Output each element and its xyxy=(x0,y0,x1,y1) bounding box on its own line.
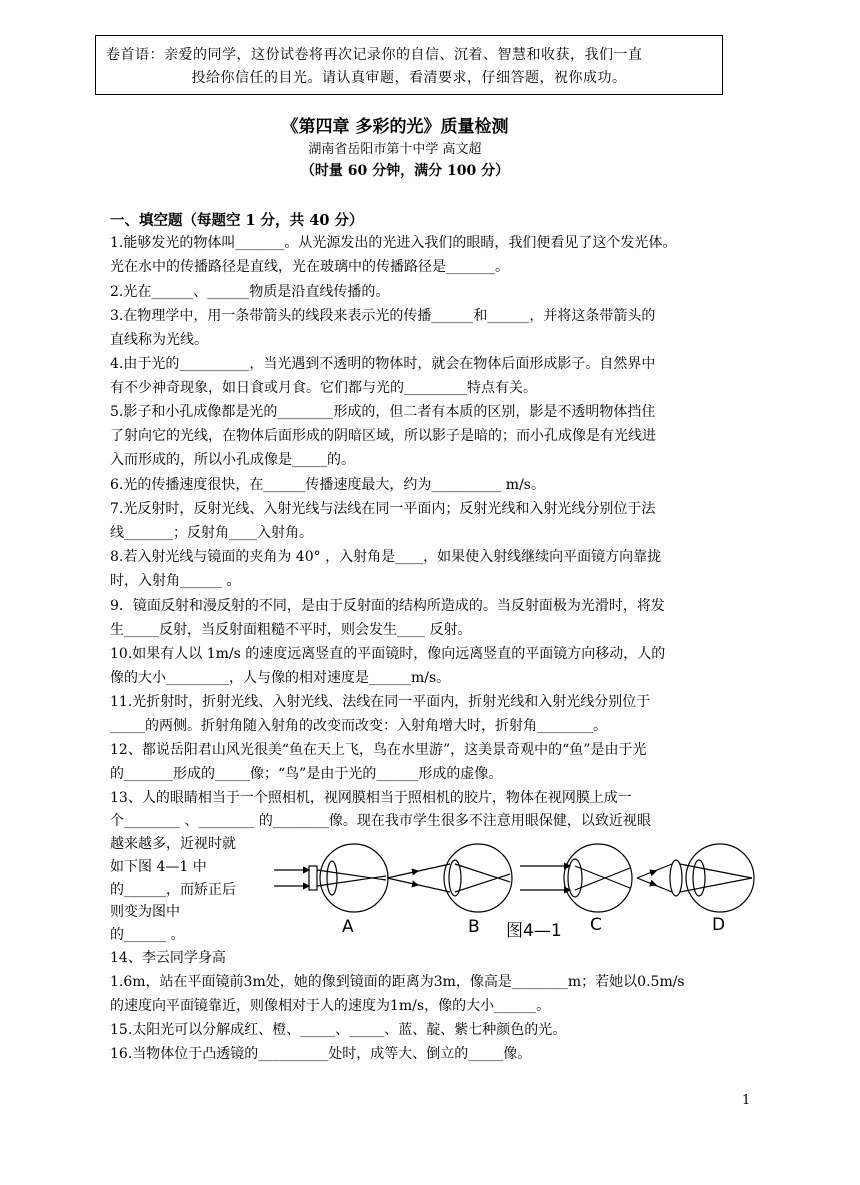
figure-caption: 图4—1 xyxy=(506,921,562,941)
question-line: 1.6m，站在平面镜前3m处，她的像到镜面的距离为3m，像高是________m；若她以0.5m/s xyxy=(110,974,685,990)
question-line: 光在水中的传播路径是直线，光在玻璃中的传播路径是_______。 xyxy=(110,259,509,275)
question-line: 个________ 、________ 的________像。现在我市学生很多不注意用眼保健，以致近视眼 xyxy=(110,813,651,829)
question-line: 越来越多，近视时就 xyxy=(110,836,236,852)
page-title: 《第四章 多彩的光》质量检测 xyxy=(281,117,509,137)
question-line: 5.影子和小孔成像都是光的________形成的，但二者有本质的区别，影是不透明物体挡住 xyxy=(110,404,656,420)
page-number: 1 xyxy=(742,1093,751,1108)
question-line: 12、都说岳阳君山风光很美“鱼在天上飞，鸟在水里游”，这美景奇观中的“鱼”是由于光 xyxy=(110,742,647,758)
question-line: 9．镜面反射和漫反射的不同，是由于反射面的结构所造成的。当反射面极为光滑时，将发 xyxy=(110,598,665,614)
question-line: 6.光的传播速度很快，在______传播速度最大，约为__________ m/s。 xyxy=(110,477,545,493)
question-line: 11.光折射时，折射光线、入射光线、法线在同一平面内，折射光线和入射光线分别位于 xyxy=(110,694,651,710)
figure-label-d: D xyxy=(712,915,726,935)
question-line: 8.若入射光线与镜面的夹角为 40° ，入射角是____，如果使入射线继续向平面镜方向靠拢 xyxy=(110,549,662,565)
preface-box xyxy=(95,35,723,95)
question-line: 2.光在______、______物质是沿直线传播的。 xyxy=(110,284,390,300)
question-line: 如下图 4—1 中 xyxy=(110,859,207,875)
question-line: 的______ 。 xyxy=(110,927,185,943)
figure-label-c: C xyxy=(590,915,602,935)
eye-diagram-figure xyxy=(272,826,762,941)
question-line: 10.如果有人以 1m/s 的速度远离竖直的平面镜时，像向远离竖直的平面镜方向移动，人的 xyxy=(110,646,666,662)
question-line: 入而形成的，所以小孔成像是_____的。 xyxy=(110,452,355,468)
question-line: 了射向它的光线，在物体后面形成的阴暗区域，所以影子是暗的；而小孔成像是有光线进 xyxy=(110,428,656,444)
question-line: 线_______；反射角____入射角。 xyxy=(110,525,313,541)
question-line: 的速度向平面镜靠近，则像相对于人的速度为1m/s，像的大小______。 xyxy=(110,998,551,1014)
question-line: 的_______形成的_____像；“鸟”是由于光的______形成的虚像。 xyxy=(110,766,503,782)
eye-diagram-b xyxy=(387,844,512,912)
question-line: 则变为图中 xyxy=(110,904,180,920)
question-line: 的______，而矫正后 xyxy=(110,882,236,898)
eye-diagram-a xyxy=(274,844,388,912)
question-line: 15.太阳光可以分解成红、橙、_____、_____、蓝、靛、紫七种颜色的光。 xyxy=(110,1022,567,1038)
question-line: _____的两侧。折射角随入射角的改变而改变：入射角增大时，折射角________。 xyxy=(110,718,607,734)
question-line: 1.能够发光的物体叫_______。从光源发出的光进入我们的眼睛，我们便看见了这个发光体。 xyxy=(110,235,677,251)
preface-line-1: 卷首语：亲爱的同学，这份试卷将再次记录你的自信、沉着、智慧和收获，我们一直 xyxy=(106,47,643,63)
question-line: 7.光反射时，反射光线、入射光线与法线在同一平面内；反射光线和入射光线分别位于法 xyxy=(110,501,656,517)
author-line: 湖南省岳阳市第十中学 高文超 xyxy=(308,142,482,157)
question-line: 13、人的眼睛相当于一个照相机，视网膜相当于照相机的胶片，物体在视网膜上成一 xyxy=(110,790,632,806)
figure-label-a: A xyxy=(342,917,354,937)
question-line: 时，入射角______ 。 xyxy=(110,573,241,589)
question-line: 4.由于光的__________，当光遇到不透明的物体时，就会在物体后面形成影子。自然界中 xyxy=(110,356,656,372)
section-heading: 一、填空题（每题空 1 分，共 40 分） xyxy=(110,212,364,229)
preface-line-2: 投给你信任的目光。请认真审题，看清要求，仔细答题，祝你成功。 xyxy=(191,70,627,86)
question-line: 14、李云同学身高 xyxy=(110,950,226,966)
question-line: 像的大小_________，人与像的相对速度是______m/s。 xyxy=(110,670,451,686)
figure-label-b: B xyxy=(468,917,480,937)
time-limit: （时量 60 分钟，满分 100 分） xyxy=(300,163,510,179)
eye-diagram-d xyxy=(637,844,754,912)
question-line: 直线称为光线。 xyxy=(110,332,208,348)
question-line: 3.在物理学中，用一条带箭头的线段来表示光的传播______和______，并将这条带箭头的 xyxy=(110,308,656,324)
eye-diagram-c xyxy=(520,844,632,912)
question-line: 16.当物体位于凸透镜的__________处时，成等大、倒立的_____像。 xyxy=(110,1046,532,1062)
question-line: 生_____反射，当反射面粗糙不平时，则会发生____ 反射。 xyxy=(110,622,472,638)
question-line: 有不少神奇现象，如日食或月食。它们都与光的_________特点有关。 xyxy=(110,380,537,396)
